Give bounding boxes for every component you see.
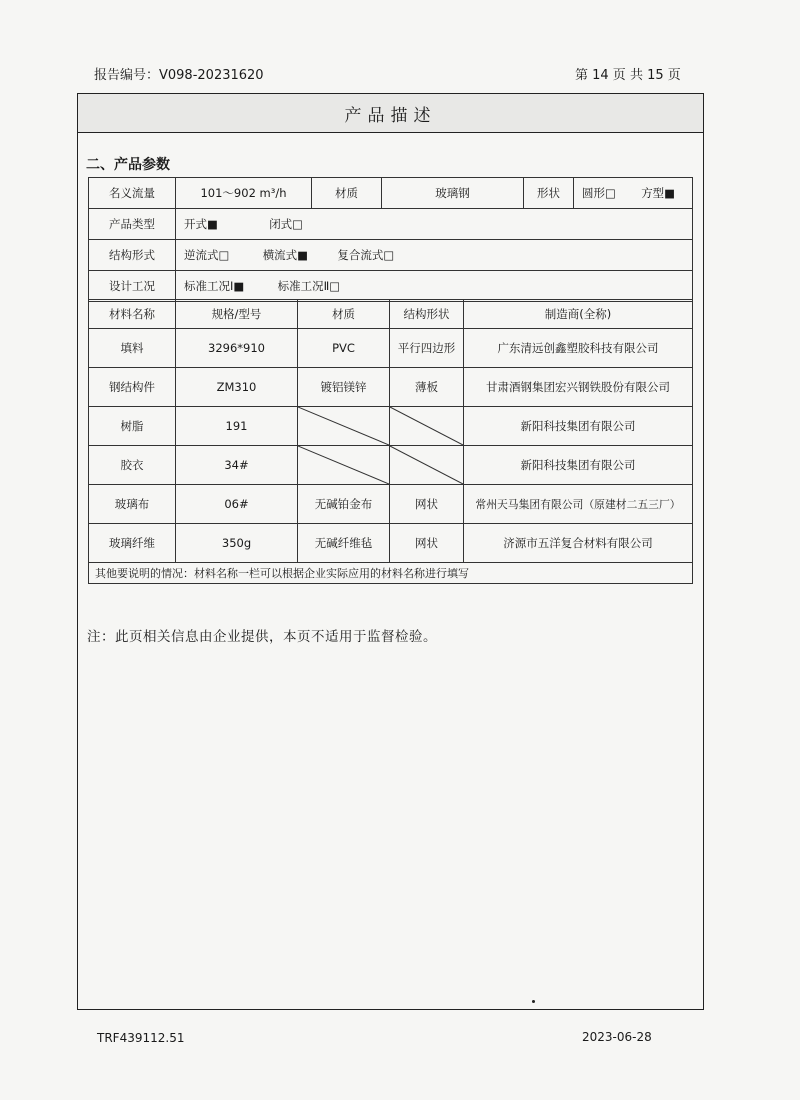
material-maker: 新阳科技集团有限公司 (464, 407, 693, 446)
material-structure: 网状 (390, 485, 464, 524)
material-name: 树脂 (89, 407, 176, 446)
material-substance: 镀铝镁锌 (298, 368, 390, 407)
material-label: 材质 (312, 178, 382, 209)
materials-table (88, 299, 693, 584)
material-name: 钢结构件 (89, 368, 176, 407)
material-structure: 平行四边形 (390, 329, 464, 368)
structure-hybrid-option: 复合流式□ (337, 248, 395, 262)
material-substance: PVC (298, 329, 390, 368)
page-title: 产品描述 (78, 94, 703, 133)
header-cell: 制造商(全称) (464, 300, 693, 329)
shape-options (574, 178, 693, 209)
material-structure: 薄板 (390, 368, 464, 407)
design-options (176, 271, 693, 302)
table-row (89, 524, 693, 563)
material-spec: ZM310 (176, 368, 298, 407)
material-maker: 新阳科技集团有限公司 (464, 446, 693, 485)
header-cell: 结构形状 (390, 300, 464, 329)
type-closed-option: 闭式□ (269, 217, 304, 231)
material-structure: 网状 (390, 524, 464, 563)
material-maker: 甘肃酒钢集团宏兴钢铁股份有限公司 (464, 368, 693, 407)
footer-code: TRF439112.51 (97, 1031, 185, 1045)
material-spec: 06# (176, 485, 298, 524)
table-row (89, 407, 693, 446)
empty-cell-slash (390, 407, 464, 446)
header-cell: 规格/型号 (176, 300, 298, 329)
table-row (89, 368, 693, 407)
rated-flow-label: 名义流量 (89, 178, 176, 209)
material-maker: 常州天马集团有限公司（原建材二五三厂） (464, 485, 693, 524)
table-row (89, 446, 693, 485)
design-std1-option: 标准工况Ⅰ■ (184, 279, 245, 293)
report-number: 报告编号：V098-20231620 (94, 68, 264, 83)
design-label: 设计工况 (89, 271, 176, 302)
empty-cell-slash (298, 407, 390, 446)
material-spec: 191 (176, 407, 298, 446)
material-name: 玻璃布 (89, 485, 176, 524)
params-row-flow (89, 178, 693, 209)
structure-options (176, 240, 693, 271)
shape-label: 形状 (524, 178, 574, 209)
materials-header-row (89, 300, 693, 329)
material-spec: 3296*910 (176, 329, 298, 368)
header-cell: 材料名称 (89, 300, 176, 329)
material-maker: 济源市五洋复合材料有限公司 (464, 524, 693, 563)
empty-cell-slash (390, 446, 464, 485)
type-label: 产品类型 (89, 209, 176, 240)
disclaimer-notice: 注：此页相关信息由企业提供，本页不适用于监督检验。 (87, 629, 437, 645)
structure-counter-option: 逆流式□ (184, 248, 230, 262)
rated-flow-value: 101～902 m³/h (176, 178, 312, 209)
material-substance: 无碱纤维毡 (298, 524, 390, 563)
scan-dot (532, 1000, 535, 1003)
empty-cell-slash (298, 446, 390, 485)
table-row (89, 329, 693, 368)
params-row-type (89, 209, 693, 240)
table-row (89, 485, 693, 524)
type-options (176, 209, 693, 240)
structure-cross-option: 横流式■ (262, 248, 309, 262)
section-title: 二、产品参数 (86, 157, 170, 173)
materials-note-row (89, 563, 693, 584)
params-table (88, 177, 693, 302)
shape-square-option: 方型■ (641, 186, 676, 200)
shape-round-option: 圆形□ (582, 186, 616, 200)
material-spec: 34# (176, 446, 298, 485)
params-row-design (89, 271, 693, 302)
material-substance: 无碱铂金布 (298, 485, 390, 524)
material-name: 填料 (89, 329, 176, 368)
type-open-option: 开式■ (184, 217, 218, 231)
footer-date: 2023-06-28 (582, 1030, 652, 1044)
page-info: 第 14 页 共 15 页 (575, 68, 681, 83)
material-spec: 350g (176, 524, 298, 563)
material-value: 玻璃钢 (382, 178, 524, 209)
params-row-structure (89, 240, 693, 271)
materials-note: 其他要说明的情况：材料名称一栏可以根据企业实际应用的材料名称进行填写 (89, 563, 693, 584)
structure-label: 结构形式 (89, 240, 176, 271)
design-std2-option: 标准工况Ⅱ□ (277, 279, 341, 293)
header-cell: 材质 (298, 300, 390, 329)
material-maker: 广东清远创鑫塑胶科技有限公司 (464, 329, 693, 368)
material-name: 玻璃纤维 (89, 524, 176, 563)
material-name: 胶衣 (89, 446, 176, 485)
